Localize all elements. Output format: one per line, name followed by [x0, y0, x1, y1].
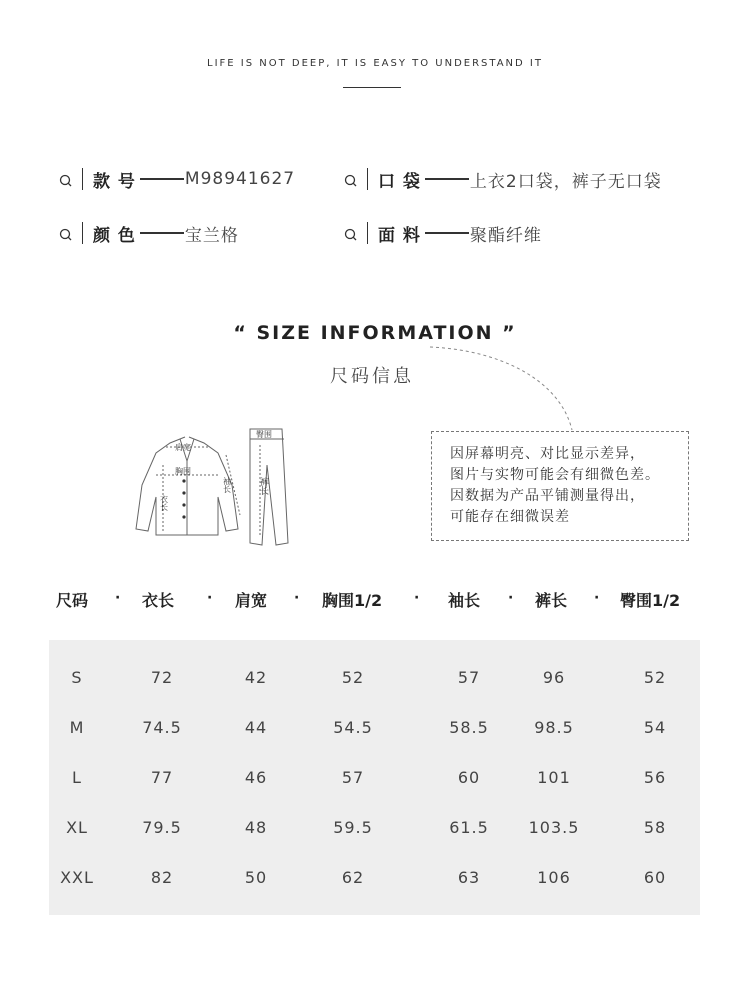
cell-size: M	[69, 718, 85, 737]
cell-pants: 98.5	[534, 718, 574, 737]
spec-label: 口 袋	[378, 171, 421, 192]
cell-chest: 59.5	[333, 818, 373, 837]
cell-shoulder: 42	[244, 668, 268, 687]
header-shoulder: 肩宽	[235, 591, 268, 610]
cell-size: XL	[66, 818, 88, 837]
header-length: 衣长	[142, 591, 175, 610]
cell-pants: 96	[542, 668, 566, 687]
cell-size: XXL	[60, 868, 94, 887]
note-line: 图片与实物可能会有细微色差。	[450, 467, 660, 483]
header-separator: ·	[414, 590, 420, 606]
cell-shoulder: 48	[244, 818, 268, 837]
diagram-label-pants: 裤长	[258, 477, 268, 495]
spec-value: 上衣2口袋，裤子无口袋	[469, 171, 662, 192]
header-separator: ·	[115, 590, 121, 606]
cell-shoulder: 46	[244, 768, 268, 787]
cell-sleeve: 63	[457, 868, 481, 887]
spec-value: 聚酯纤维	[469, 225, 542, 246]
cell-hip: 60	[643, 868, 667, 887]
header-sleeve: 袖长	[448, 591, 481, 610]
header-separator: ·	[207, 590, 213, 606]
header-pants: 裤长	[535, 591, 568, 610]
cell-shoulder: 50	[244, 868, 268, 887]
header-separator: ·	[594, 590, 600, 606]
tagline: LIFE IS NOT DEEP, IT IS EASY TO UNDERSTAND IT	[207, 58, 543, 69]
cell-sleeve: 57	[457, 668, 481, 687]
header-size: 尺码	[56, 591, 89, 610]
cell-hip: 56	[643, 768, 667, 787]
note-line: 可能存在细微误差	[450, 509, 570, 525]
cell-shoulder: 44	[244, 718, 268, 737]
cell-pants: 106	[537, 868, 571, 887]
diagram-label-shoulder: 肩宽	[175, 443, 191, 452]
header-separator: ·	[294, 590, 300, 606]
spec-value: M98941627	[184, 169, 296, 189]
size-table-header	[0, 588, 750, 616]
header-hip: 臀围1/2	[620, 591, 681, 610]
cell-sleeve: 60	[457, 768, 481, 787]
diagram-label-hip: 臀围	[256, 430, 272, 439]
spec-value: 宝兰格	[184, 225, 239, 246]
header-separator: ·	[508, 590, 514, 606]
note-line: 因数据为产品平铺测量得出，	[450, 488, 645, 504]
cell-chest: 57	[341, 768, 365, 787]
cell-size: S	[71, 668, 83, 687]
diagram-label-length: 衣长	[159, 495, 169, 511]
cell-chest: 62	[341, 868, 365, 887]
size-info-subtitle: 尺码信息	[330, 366, 414, 387]
cell-chest: 52	[341, 668, 365, 687]
cell-hip: 52	[643, 668, 667, 687]
color-difference-note	[431, 431, 689, 541]
spec-label: 颜 色	[93, 225, 136, 246]
cell-hip: 58	[643, 818, 667, 837]
cell-length: 74.5	[142, 718, 182, 737]
cell-sleeve: 61.5	[449, 818, 489, 837]
cell-size: L	[72, 768, 82, 787]
cell-length: 72	[150, 668, 174, 687]
spec-label: 款 号	[93, 171, 136, 192]
header-chest: 胸围1/2	[322, 591, 383, 610]
garment-diagram	[130, 425, 295, 555]
size-info-title: “ SIZE INFORMATION ”	[233, 322, 517, 344]
cell-length: 77	[150, 768, 174, 787]
cell-chest: 54.5	[333, 718, 373, 737]
cell-length: 79.5	[142, 818, 182, 837]
diagram-label-sleeve: 袖长	[222, 477, 232, 493]
cell-pants: 101	[537, 768, 571, 787]
spec-label: 面 料	[378, 225, 421, 246]
note-line: 因屏幕明亮、对比显示差异，	[450, 446, 645, 462]
cell-pants: 103.5	[528, 818, 580, 837]
cell-length: 82	[150, 868, 174, 887]
cell-sleeve: 58.5	[449, 718, 489, 737]
diagram-label-chest: 胸围	[175, 467, 191, 476]
cell-hip: 54	[643, 718, 667, 737]
